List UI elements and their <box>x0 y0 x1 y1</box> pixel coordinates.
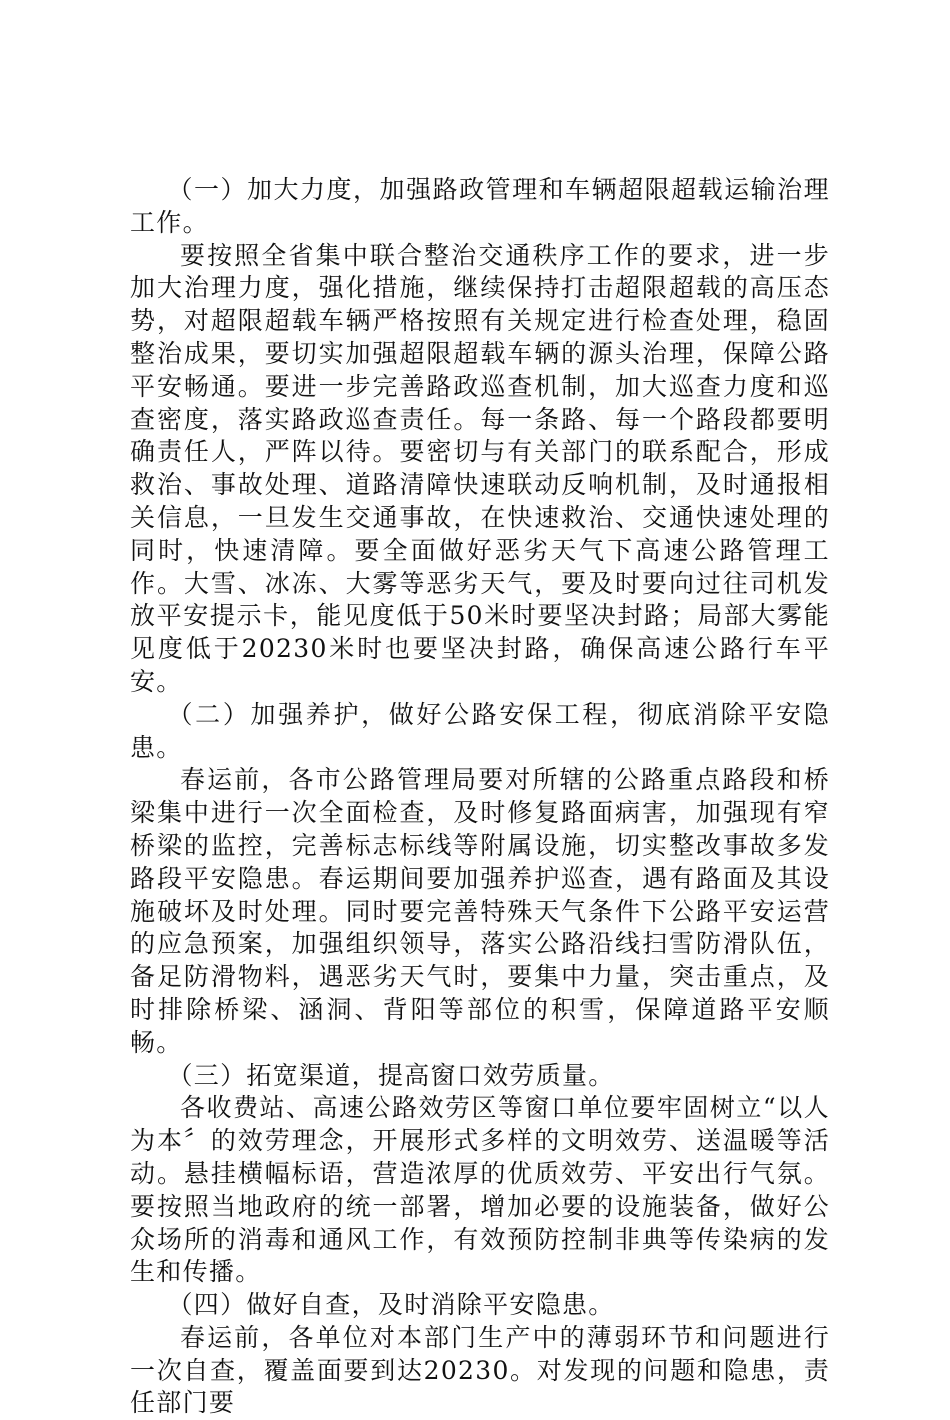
section-1-heading: （一）加大力度，加强路政管理和车辆超限超载运输治理工作。 <box>130 175 830 237</box>
section-3-paragraph: 各收费站、高速公路效劳区等窗口单位要牢固树立“以人为本〞的效劳理念，开展形式多样的文明效劳、送温暖等活动。悬挂横幅标语，营造浓厚的优质效劳、平安出行气氛。要按照当地政府的统一部署，增加必要的设施装备，做好公众场所的消毒和通风工作，有效预防控制非典等传染病的发生和传播。 <box>130 1093 830 1287</box>
section-2-paragraph: 春运前，各市公路管理局要对所辖的公路重点路段和桥梁集中进行一次全面检查，及时修复路面病害，加强现有窄桥梁的监控，完善标志标线等附属设施，切实整改事故多发路段平安隐患。春运期间要加强养护巡查，遇有路面及其设施破坏及时处理。同时要完善特殊天气条件下公路平安运营的应急预案，加强组织领导，落实公路沿线扫雪防滑队伍，备足防滑物料，遇恶劣天气时，要集中力量，突击重点，及时排除桥梁、涵洞、背阳等部位的积雪，保障道路平安顺畅。 <box>130 765 830 1057</box>
section-3-heading: （三）拓宽渠道，提高窗口效劳质量。 <box>167 1060 615 1090</box>
section-2-heading: （二）加强养护，做好公路安保工程，彻底消除平安隐患。 <box>130 699 830 762</box>
section-4-heading: （四）做好自查，及时消除平安隐患。 <box>167 1290 615 1320</box>
section-1-paragraph: 要按照全省集中联合整治交通秩序工作的要求，进一步加大治理力度，强化措施，继续保持打击超限超载的高压态势，对超限超载车辆严格按照有关规定进行检查处理，稳固整治成果，要切实加强超限超载车辆的源头治理，保障公路平安畅通。要进一步完善路政巡查机制，加大巡查力度和巡查密度，落实路政巡查责任。每一条路、每一个路段都要明确责任人，严阵以待。要密切与有关部门的联系配合，形成救治、事故处理、道路清障快速联动反响机制，及时通报相关信息，一旦发生交通事故，在快速救治、交通快速处理的同时，快速清障。要全面做好恶劣天气下高速公路管理工作。大雪、冰冻、大雾等恶劣天气，要及时要向过往司机发放平安提示卡，能见度低于50米时要坚决封路；局部大雾能见度低于20230米时也要坚决封路，确保高速公路行车平安。 <box>130 240 830 696</box>
section-4-paragraph: 春运前，各单位对本部门生产中的薄弱环节和问题进行一次自查，覆盖面要到达20230。对发现的问题和隐患，责任部门要 <box>130 1322 830 1418</box>
document-body <box>130 174 830 1420</box>
